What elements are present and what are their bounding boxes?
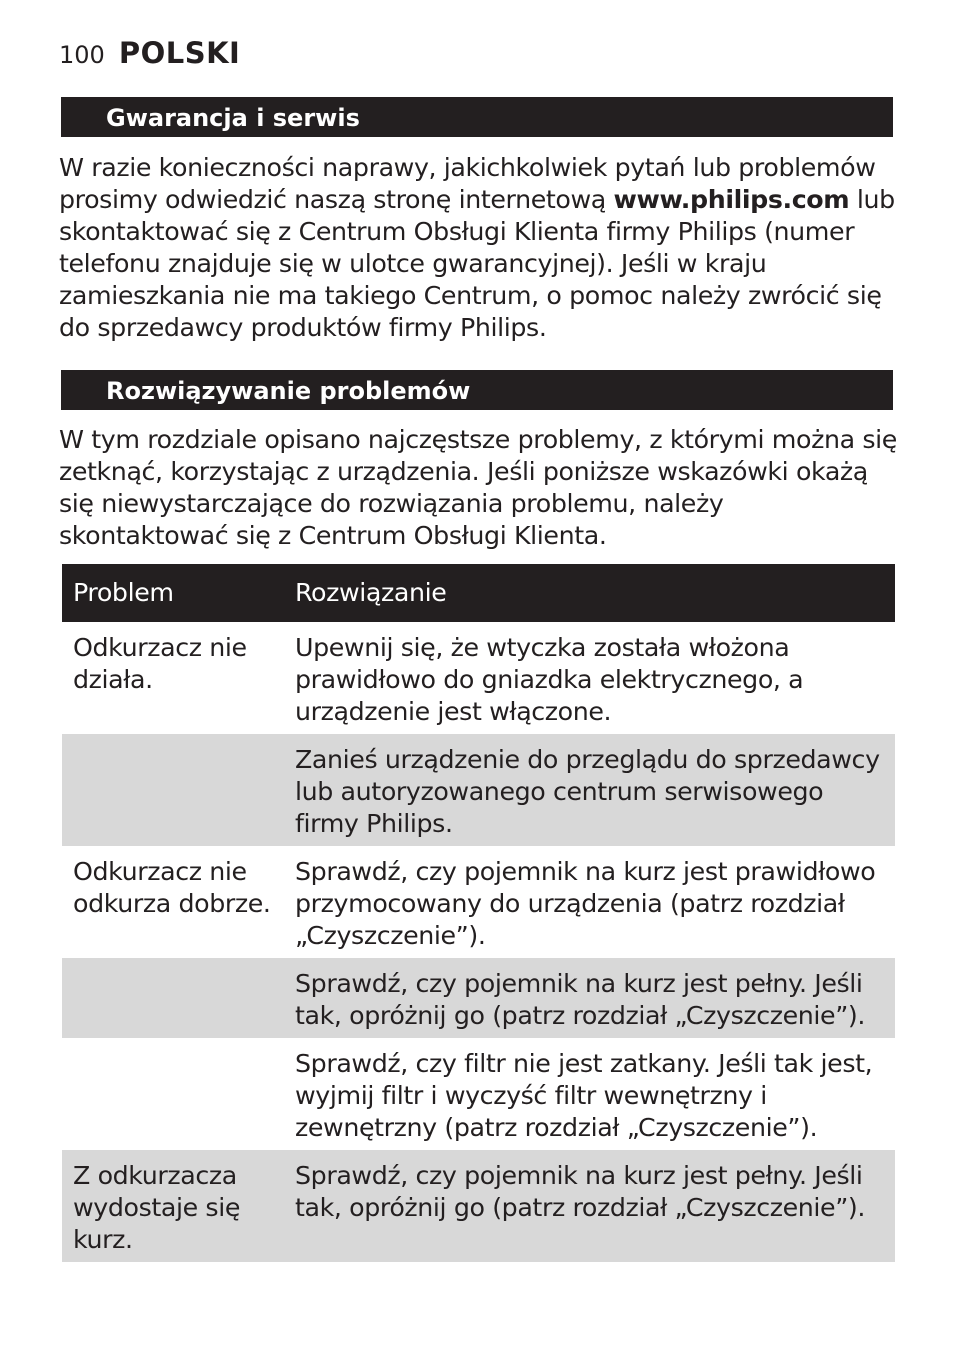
problem-cell: Z odkurzacza wydostaje się kurz. <box>73 1161 240 1254</box>
solution-cell: Zanieś urządzenie do przeglądu do sprzedawcy lub autoryzowanego centrum serwisowego firmy Philips. <box>295 745 880 838</box>
problem-cell <box>62 968 284 1038</box>
solution-cell: Upewnij się, że wtyczka została włożona prawidłowo do gniazdka elektrycznego, a urządzenie jest włączone. <box>295 633 804 726</box>
troubleshooting-table <box>62 564 895 1262</box>
problem-cell: Odkurzacz nie odkurza dobrze. <box>73 857 271 918</box>
column-header-problem: Problem <box>73 578 174 607</box>
warranty-text-start: W razie konieczności naprawy, jakichkolwiek pytań lub problemów prosimy odwiedzić naszą stronę internetową <box>59 153 876 214</box>
table-row <box>62 958 895 1038</box>
page-number: 100 <box>59 41 105 69</box>
solution-cell: Sprawdź, czy pojemnik na kurz jest pełny. Jeśli tak, opróżnij go (patrz rozdział „Czyszczenie”). <box>295 1161 866 1222</box>
table-row <box>62 1038 895 1150</box>
solution-cell: Sprawdź, czy pojemnik na kurz jest prawidłowo przymocowany do urządzenia (patrz rozdział „Czyszczenie”). <box>295 857 876 950</box>
page-language-title: POLSKI <box>118 36 241 70</box>
table-row <box>62 846 895 958</box>
warranty-text-end: lub skontaktować się z Centrum Obsługi Klienta firmy Philips (numer telefonu znajduje się w ulotce gwarancyjnej). Jeśli w kraju zamieszkania nie ma takiego Centrum, o pomoc należy zwrócić się do sprzedawcy produktów firmy Philips. <box>59 185 895 342</box>
column-header-solution: Rozwiązanie <box>295 578 447 607</box>
table-row <box>62 1150 895 1262</box>
troubleshooting-intro: W tym rozdziale opisano najczęstsze problemy, z którymi można się zetknąć, korzystając z urządzenia. Jeśli poniższe wskazówki okażą się niewystarczające do rozwiązania problemu, należy skontaktować się z Centrum Obsługi Klienta. <box>59 425 897 550</box>
table-row <box>62 734 895 846</box>
section-heading-troubleshooting: Rozwiązywanie problemów <box>61 370 893 410</box>
philips-website-link[interactable]: www.philips.com <box>613 185 850 214</box>
problem-cell <box>62 744 284 846</box>
problem-cell: Odkurzacz nie działa. <box>73 633 247 694</box>
problem-cell <box>62 1048 284 1150</box>
page-header <box>59 36 240 72</box>
solution-cell: Sprawdź, czy filtr nie jest zatkany. Jeśli tak jest, wyjmij filtr i wyczyść filtr wewnętrzny i zewnętrzny (patrz rozdział „Czyszczenie”). <box>295 1049 873 1142</box>
solution-cell: Sprawdź, czy pojemnik na kurz jest pełny. Jeśli tak, opróżnij go (patrz rozdział „Czyszczenie”). <box>295 969 866 1030</box>
warranty-paragraph <box>59 152 897 344</box>
table-row <box>62 622 895 734</box>
table-header-row <box>62 564 895 622</box>
section-heading-warranty: Gwarancja i serwis <box>61 97 893 137</box>
